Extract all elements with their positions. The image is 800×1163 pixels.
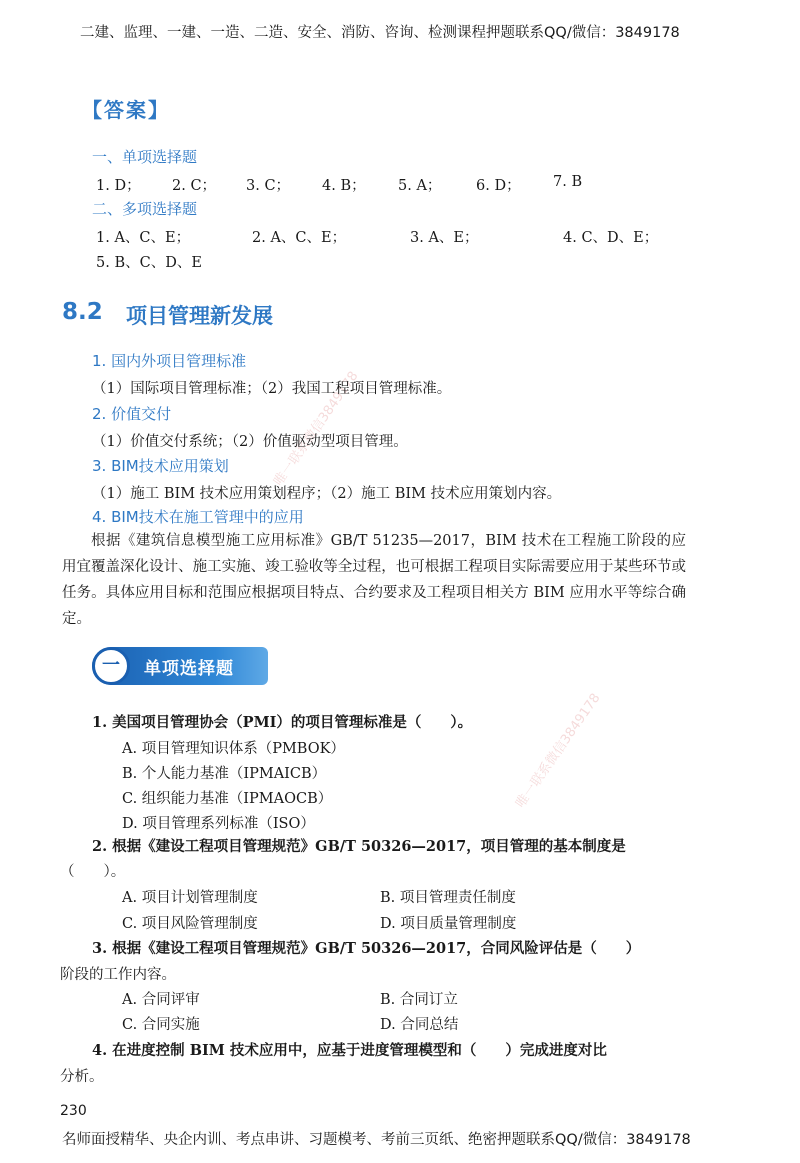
header-banner: 二建、监理、一建、一造、二造、安全、消防、咨询、检测课程押题联系QQ/微信：3849178 xyxy=(80,25,680,41)
section-number: 8.2 xyxy=(62,299,103,325)
watermark: 唯一联系微信3849178 xyxy=(271,368,362,489)
question-option: B. 合同订立 xyxy=(380,992,458,1008)
question-option: B. 项目管理责任制度 xyxy=(380,890,516,906)
section-title: 项目管理新发展 xyxy=(126,304,273,328)
answer-title: 【答案】 xyxy=(82,98,170,122)
topic-body: （1）国际项目管理标准；（2）我国工程项目管理标准。 xyxy=(92,381,452,397)
question-option: B. 个人能力基准（IPMAICB） xyxy=(122,766,327,782)
question-option: D. 合同总结 xyxy=(380,1017,459,1033)
topic-heading: 4. BIM技术在施工管理中的应用 xyxy=(92,508,304,526)
question-option: C. 合同实施 xyxy=(122,1017,200,1033)
question-stem: 4. 在进度控制 BIM 技术应用中，应基于进度管理模型和（ ）完成进度对比 xyxy=(92,1042,607,1059)
footer-banner: 名师面授精华、央企内训、考点串讲、习题模考、考前三页纸、绝密押题联系QQ/微信：3849178 xyxy=(62,1132,691,1148)
topic-body: （1）价值交付系统；（2）价值驱动型项目管理。 xyxy=(92,434,408,450)
answer-item: 1. D； xyxy=(96,178,141,194)
question-option: A. 项目管理知识体系（PMBOK） xyxy=(122,741,345,757)
answer-item: 5. A； xyxy=(398,178,442,194)
answer-item: 3. C； xyxy=(246,178,291,194)
topic-heading: 3. BIM技术应用策划 xyxy=(92,457,229,475)
question-option: D. 项目质量管理制度 xyxy=(380,916,517,932)
question-stem-continued: 阶段的工作内容。 xyxy=(60,967,176,983)
question-option: C. 项目风险管理制度 xyxy=(122,916,258,932)
topic-body: （1）施工 BIM 技术应用策划程序；（2）施工 BIM 技术应用策划内容。 xyxy=(92,486,562,502)
question-stem: 1. 美国项目管理协会（PMI）的项目管理标准是（ ）。 xyxy=(92,714,473,731)
topic-heading: 1. 国内外项目管理标准 xyxy=(92,352,247,370)
answer-item: 6. D； xyxy=(476,178,521,194)
answer-item: 5. B、C、D、E xyxy=(96,255,202,271)
page-number: 230 xyxy=(60,1103,87,1119)
question-option: A. 合同评审 xyxy=(122,992,200,1008)
question-option: A. 项目计划管理制度 xyxy=(122,890,258,906)
single-answer-heading: 一、单项选择题 xyxy=(92,148,198,166)
question-option: C. 组织能力基准（IPMAOCB） xyxy=(122,791,333,807)
question-stem: 2. 根据《建设工程项目管理规范》GB/T 50326—2017，项目管理的基本制度是 xyxy=(92,838,626,855)
multi-answer-heading: 二、多项选择题 xyxy=(92,200,198,218)
watermark: 唯一联系微信3849178 xyxy=(513,690,604,811)
badge-number: 一 xyxy=(92,647,130,685)
answer-item: 4. C、D、E； xyxy=(563,230,659,246)
section-paragraph: 根据《建筑信息模型施工应用标准》GB/T 51235—2017，BIM 技术在工程施工阶段的应用宜覆盖深化设计、施工实施、竣工验收等全过程，也可根据工程项目实际需要应用于某些环节或任务。具体应用目标和范围应根据项目特点、合约要求及工程项目相关方 BIM 应用水平等综合确定。 xyxy=(62,533,686,627)
answer-item: 4. B； xyxy=(322,178,366,194)
topic-heading: 2. 价值交付 xyxy=(92,405,172,423)
question-stem-continued: 分析。 xyxy=(60,1069,104,1085)
answer-item: 3. A、E； xyxy=(410,230,479,246)
exercise-badge xyxy=(92,647,268,685)
question-stem-continued: （ ）。 xyxy=(60,864,126,880)
question-stem: 3. 根据《建设工程项目管理规范》GB/T 50326—2017，合同风险评估是（ ） xyxy=(92,940,641,957)
answer-item: 2. A、C、E； xyxy=(252,230,347,246)
answer-item: 1. A、C、E； xyxy=(96,230,191,246)
answer-item: 7. B xyxy=(553,174,583,190)
question-option: D. 项目管理系列标准（ISO） xyxy=(122,816,315,832)
answer-item: 2. C； xyxy=(172,178,217,194)
badge-label: 单项选择题 xyxy=(144,659,234,679)
